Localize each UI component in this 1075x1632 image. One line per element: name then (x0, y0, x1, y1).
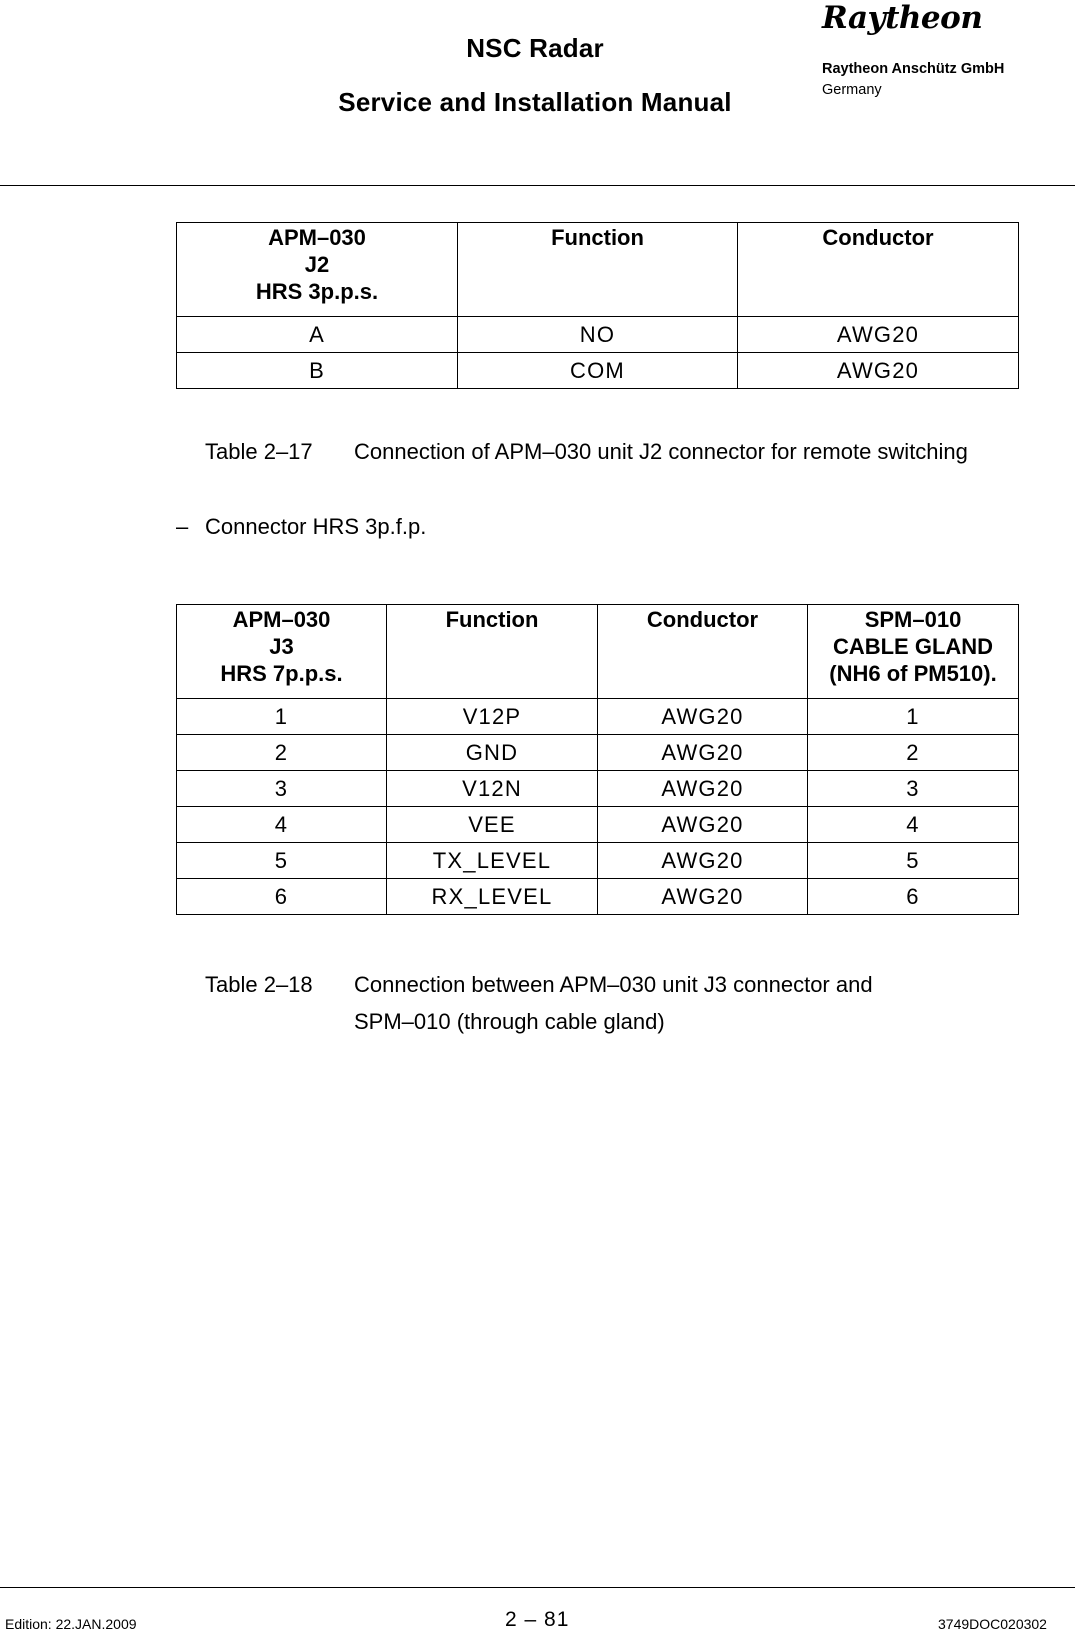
table-cell: AWG20 (598, 807, 808, 843)
brand-company: Raytheon Anschütz GmbH (822, 61, 1005, 77)
table-row (177, 735, 1019, 771)
table-cell: B (177, 353, 458, 389)
table-cell: VEE (387, 807, 598, 843)
table-cell: 5 (177, 843, 387, 879)
header-cell-spm010-cable-gland (808, 605, 1019, 699)
table-cell: 3 (808, 771, 1019, 807)
table-row (177, 879, 1019, 915)
header-line: SPM–010 (864, 607, 962, 632)
table-cell: 3 (177, 771, 387, 807)
table-cell: V12P (387, 699, 598, 735)
table-row (177, 353, 1019, 389)
table-caption-number: Table 2–17 (205, 439, 313, 464)
footer-doc-id: 3749DOC020302 (938, 1616, 1047, 1632)
table-caption-text: Connection of APM–030 unit J2 connector for remote switching (354, 439, 968, 464)
header-line: HRS 3p.p.s. (255, 279, 379, 304)
table-cell: AWG20 (598, 735, 808, 771)
header-cell-conductor (598, 605, 808, 699)
table-cell: AWG20 (738, 353, 1019, 389)
table-cell: V12N (387, 771, 598, 807)
header-line: J3 (269, 634, 294, 659)
table-row (177, 843, 1019, 879)
table-header-row (177, 223, 1019, 317)
table-cell: A (177, 317, 458, 353)
footer-rule (0, 1587, 1075, 1588)
table-caption-text-line2: SPM–010 (through cable gland) (354, 1009, 665, 1034)
header-line: Function (551, 225, 644, 250)
header-line: J2 (304, 252, 330, 277)
manual-title-line2: Service and Installation Manual (338, 87, 732, 117)
header-cell-apm030-j3 (177, 605, 387, 699)
header-cell-function (387, 605, 598, 699)
bullet-dash: – (176, 514, 189, 539)
table-cell: COM (458, 353, 738, 389)
table-row (177, 807, 1019, 843)
table-cell: 1 (177, 699, 387, 735)
header-cell-apm030-j2 (177, 223, 458, 317)
table-cell: NO (458, 317, 738, 353)
table-cell: 2 (808, 735, 1019, 771)
header-line: APM–030 (268, 225, 366, 250)
table-cell: 4 (177, 807, 387, 843)
table-cell: TX_LEVEL (387, 843, 598, 879)
header-line: Conductor (822, 225, 934, 250)
table-cell: 6 (177, 879, 387, 915)
table-cell: AWG20 (598, 879, 808, 915)
manual-title-line1: NSC Radar (466, 33, 604, 63)
table-cell: AWG20 (598, 771, 808, 807)
header-line: HRS 7p.p.s. (220, 661, 343, 686)
header-line: Function (445, 607, 539, 632)
bullet-connector-text: Connector HRS 3p.f.p. (205, 514, 427, 539)
header-line: Conductor (646, 607, 759, 632)
table-cell: RX_LEVEL (387, 879, 598, 915)
table-caption-text-line1: Connection between APM–030 unit J3 connector and (354, 972, 873, 997)
footer-page-number: 2 – 81 (505, 1608, 570, 1631)
table-cell: 5 (808, 843, 1019, 879)
header-cell-conductor (738, 223, 1019, 317)
header-cell-function (458, 223, 738, 317)
raytheon-logo: Raytheon (822, 0, 983, 36)
brand-country: Germany (822, 82, 882, 98)
table-header-row (177, 605, 1019, 699)
header-line: APM–030 (232, 607, 331, 632)
table-row (177, 771, 1019, 807)
table-j2-connection (176, 222, 1019, 389)
table-cell: GND (387, 735, 598, 771)
table-caption-number: Table 2–18 (205, 972, 313, 997)
header-line: (NH6 of PM510). (829, 661, 997, 686)
header-line: CABLE GLAND (832, 634, 994, 659)
table-cell: 2 (177, 735, 387, 771)
table-cell: AWG20 (598, 699, 808, 735)
table-cell: AWG20 (598, 843, 808, 879)
table-row (177, 317, 1019, 353)
table-row (177, 699, 1019, 735)
table-cell: 6 (808, 879, 1019, 915)
header-rule (0, 185, 1075, 186)
footer-edition: Edition: 22.JAN.2009 (5, 1616, 137, 1632)
table-cell: 1 (808, 699, 1019, 735)
table-cell: 4 (808, 807, 1019, 843)
table-j3-connection (176, 604, 1019, 915)
table-cell: AWG20 (738, 317, 1019, 353)
